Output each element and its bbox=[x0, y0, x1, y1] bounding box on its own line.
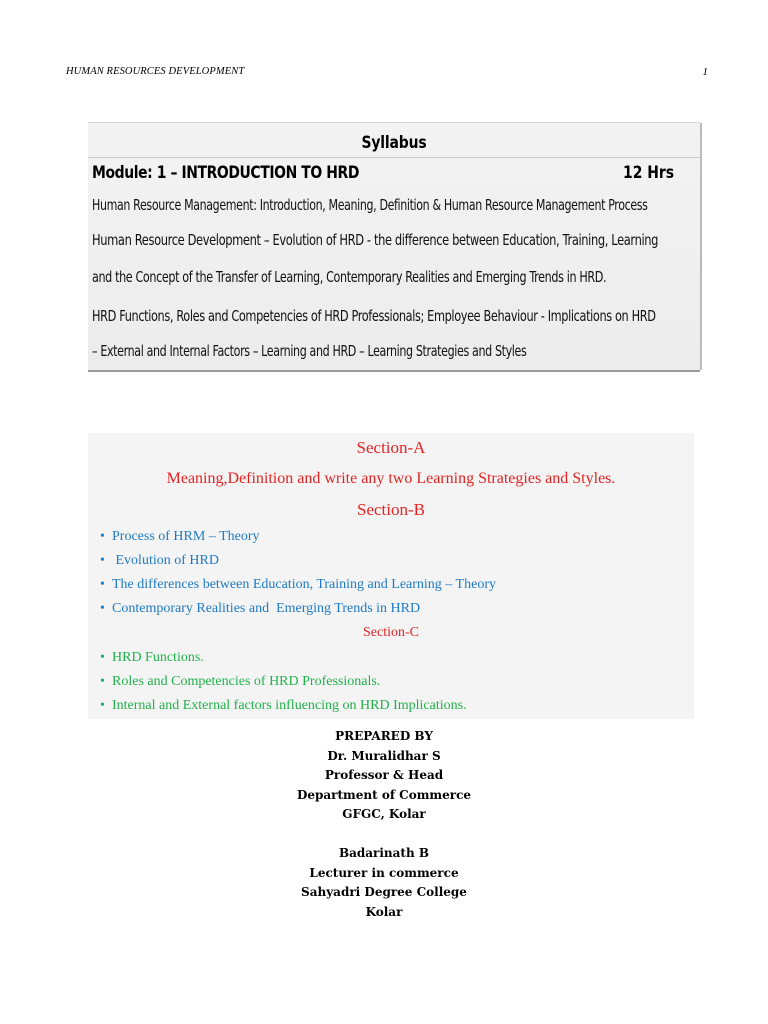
module-hours: 12 Hrs bbox=[623, 163, 675, 183]
module-title: Module: 1 – INTRODUCTION TO HRD bbox=[92, 163, 359, 183]
section-b-heading: Section-B bbox=[357, 500, 425, 519]
syllabus-line: HRD Functions, Roles and Competencies of HRD Professionals; Employee Behaviour - Implications on HRD bbox=[92, 307, 656, 325]
section-b-list bbox=[100, 525, 496, 621]
list-item: • Process of HRM – Theory bbox=[100, 525, 496, 549]
author-name: Dr. Muralidhar S bbox=[327, 748, 441, 763]
spacer bbox=[0, 825, 768, 845]
author-name: Badarinath B bbox=[338, 846, 430, 860]
section-a-text: Meaning,Definition and write any two Learning Strategies and Styles. bbox=[166, 470, 616, 487]
author-place: Kolar bbox=[365, 904, 403, 919]
syllabus-line: – External and Internal Factors – Learning and HRD – Learning Strategies and Styles bbox=[92, 342, 527, 360]
header-title: HUMAN RESOURCES DEVELOPMENT bbox=[66, 66, 245, 77]
syllabus-edge bbox=[700, 123, 702, 370]
author-institution: Sahyadri Degree College bbox=[301, 885, 467, 899]
syllabus-box bbox=[88, 122, 700, 372]
author-institution: GFGC, Kolar bbox=[342, 807, 426, 821]
section-c-heading: Section-C bbox=[363, 625, 419, 640]
question-sections bbox=[88, 433, 694, 719]
list-item: • Evolution of HRD bbox=[100, 549, 496, 573]
section-c-list bbox=[100, 646, 467, 718]
author-title: Lecturer in commerce bbox=[309, 865, 459, 880]
syllabus-title: Syllabus bbox=[361, 133, 427, 153]
prepared-by-label: PREPARED BY bbox=[335, 729, 433, 743]
list-item: • Roles and Competencies of HRD Professionals. bbox=[100, 670, 467, 694]
author-title: Professor & Head bbox=[324, 768, 444, 782]
list-item: • The differences between Education, Training and Learning – Theory bbox=[100, 573, 496, 597]
syllabus-line: and the Concept of the Transfer of Learning, Contemporary Realities and Emerging Trends in HRD. bbox=[92, 268, 607, 286]
list-item: • Internal and External factors influencing on HRD Implications. bbox=[100, 694, 467, 718]
page-number: 1 bbox=[702, 66, 708, 78]
syllabus-line: Human Resource Management: Introduction, Meaning, Definition & Human Resource Management Process bbox=[92, 196, 648, 214]
page-header bbox=[66, 66, 708, 82]
section-a-heading: Section-A bbox=[356, 438, 426, 457]
syllabus-divider bbox=[88, 157, 700, 158]
author-department: Department of Commerce bbox=[296, 787, 472, 802]
list-item: • Contemporary Realities and Emerging Trends in HRD bbox=[100, 597, 496, 621]
syllabus-line: Human Resource Development – Evolution of HRD - the difference between Education, Training, Learning bbox=[92, 231, 659, 249]
list-item: • HRD Functions. bbox=[100, 646, 467, 670]
prepared-by-block bbox=[0, 727, 768, 922]
